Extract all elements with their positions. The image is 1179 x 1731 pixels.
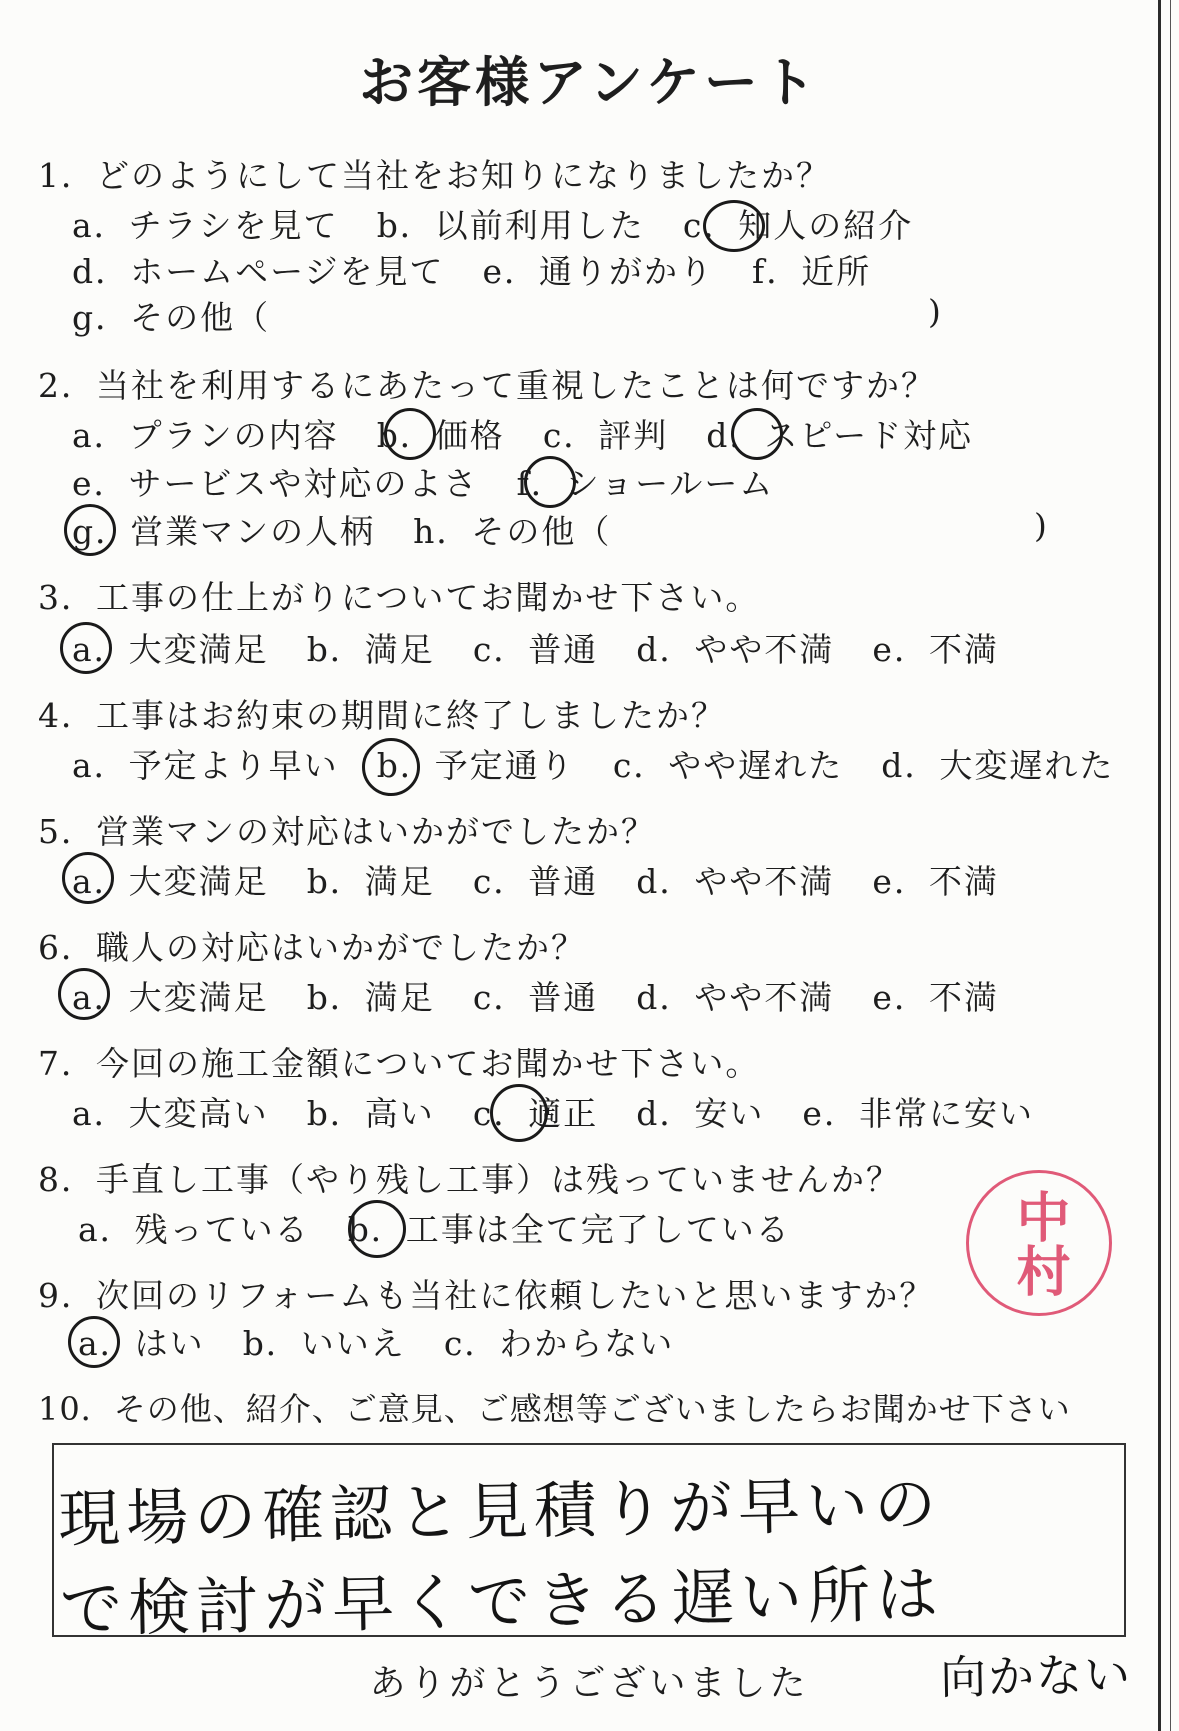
option: c．わからない — [443, 1324, 675, 1363]
answer-circle — [384, 408, 436, 460]
question-1: 1．どのようにして当社をお知りになりましたか？ — [38, 156, 831, 195]
answer-circle — [68, 1316, 120, 1368]
option: a．予定より早い — [72, 746, 339, 785]
paren-close: ) — [1034, 506, 1049, 545]
option: c．知人の紹介 — [682, 206, 914, 245]
question-1-options-row-3 — [72, 292, 270, 339]
option: c．普通 — [472, 862, 599, 901]
option: c．適正 — [472, 1094, 599, 1133]
option: a．大変高い — [72, 1094, 269, 1133]
question-1-options-row-2 — [72, 246, 909, 293]
option: b．満足 — [306, 978, 435, 1017]
question-6-options — [72, 972, 999, 1019]
option: b．予定通り — [376, 746, 575, 785]
option: c．普通 — [472, 978, 599, 1017]
handwritten-comment-line-1: 現場の確認と見積りが早いの — [57, 1467, 943, 1556]
option: e．サービスや対応のよさ — [72, 464, 479, 503]
handwritten-comment-line-3: 向かない — [939, 1647, 1133, 1705]
question-3: 3．工事の仕上がりについてお聞かせ下さい。 — [38, 578, 761, 617]
answer-circle — [731, 408, 783, 460]
option: c．評判 — [542, 416, 669, 455]
question-2-options-row-2 — [72, 458, 812, 505]
question-1-options-row-1 — [72, 200, 951, 247]
option: b．工事は全て完了している — [347, 1210, 791, 1249]
option: h．その他（ — [413, 512, 612, 551]
page-edge-line-thin — [1170, 0, 1171, 1731]
question-9-options — [78, 1318, 674, 1365]
page-title: お客様アンケート — [359, 50, 820, 114]
question-2-options-row-1 — [72, 410, 1011, 457]
option: g．営業マンの人柄 — [72, 512, 376, 551]
option: a．チラシを見て — [72, 206, 339, 245]
option: g．その他（ — [72, 298, 271, 337]
paren-close: ) — [928, 292, 943, 331]
question-8-options — [78, 1204, 791, 1251]
option: a．大変満足 — [72, 862, 269, 901]
name-seal-stamp — [966, 1170, 1112, 1316]
option: b．満足 — [306, 630, 435, 669]
option: a．プランの内容 — [72, 416, 339, 455]
question-7-options — [72, 1088, 1034, 1135]
option: d．安い — [636, 1094, 765, 1133]
option: b．以前利用した — [376, 206, 645, 245]
question-10: 10．その他、紹介、ご意見、ご感想等ございましたらお聞かせ下さい — [38, 1390, 1071, 1428]
answer-circle — [58, 968, 110, 1020]
answer-circle — [62, 852, 114, 904]
option: d．やや不満 — [636, 630, 835, 669]
option: a．残っている — [78, 1210, 310, 1249]
option: b．いいえ — [242, 1324, 406, 1363]
option: f．近所 — [752, 252, 872, 291]
option: a．大変満足 — [72, 978, 269, 1017]
option: d．ホームページを見て — [72, 252, 445, 291]
answer-circle — [524, 456, 576, 508]
answer-circle — [362, 738, 420, 796]
answer-circle — [703, 200, 765, 252]
option: b．満足 — [306, 862, 435, 901]
option: f．ショールーム — [516, 464, 775, 503]
option: a．大変満足 — [72, 630, 269, 669]
question-3-options — [72, 624, 999, 671]
option: e．不満 — [872, 862, 999, 901]
question-2-options-row-3 — [72, 506, 611, 553]
option: c．普通 — [472, 630, 599, 669]
option: e．不満 — [872, 630, 999, 669]
question-9: 9．次回のリフォームも当社に依頼したいと思いますか？ — [38, 1276, 935, 1315]
question-2: 2．当社を利用するにあたって重視したことは何ですか？ — [38, 366, 936, 405]
answer-circle — [64, 504, 116, 556]
question-4-options — [72, 740, 1114, 787]
question-6: 6．職人の対応はいかがでしたか？ — [38, 928, 586, 967]
question-8: 8．手直し工事（やり残し工事）は残っていませんか？ — [38, 1160, 901, 1199]
question-4: 4．工事はお約束の期間に終了しましたか？ — [38, 696, 726, 735]
handwritten-comment-line-2: で検討が早くできる遅い所は — [59, 1557, 945, 1646]
option: d．やや不満 — [636, 978, 835, 1017]
thanks-text: ありがとうございました — [369, 1663, 810, 1704]
question-7: 7．今回の施工金額についてお聞かせ下さい。 — [38, 1044, 761, 1083]
option: d．大変遅れた — [881, 746, 1115, 785]
answer-circle — [348, 1200, 406, 1258]
option: d．やや不満 — [636, 862, 835, 901]
question-5-options — [72, 856, 999, 903]
stamp-text: 中村 — [1008, 1189, 1071, 1297]
question-5: 5．営業マンの対応はいかがでしたか？ — [38, 812, 656, 851]
option: a．はい — [78, 1324, 205, 1363]
answer-circle — [60, 622, 112, 674]
option: e．不満 — [872, 978, 999, 1017]
option: b．価格 — [376, 416, 505, 455]
option: d．スピード対応 — [706, 416, 974, 455]
answer-circle — [490, 1084, 548, 1142]
option: b．高い — [306, 1094, 435, 1133]
page-edge-line — [1158, 0, 1161, 1731]
option: c．やや遅れた — [612, 746, 844, 785]
option: e．通りがかり — [482, 252, 714, 291]
option: e．非常に安い — [802, 1094, 1034, 1133]
